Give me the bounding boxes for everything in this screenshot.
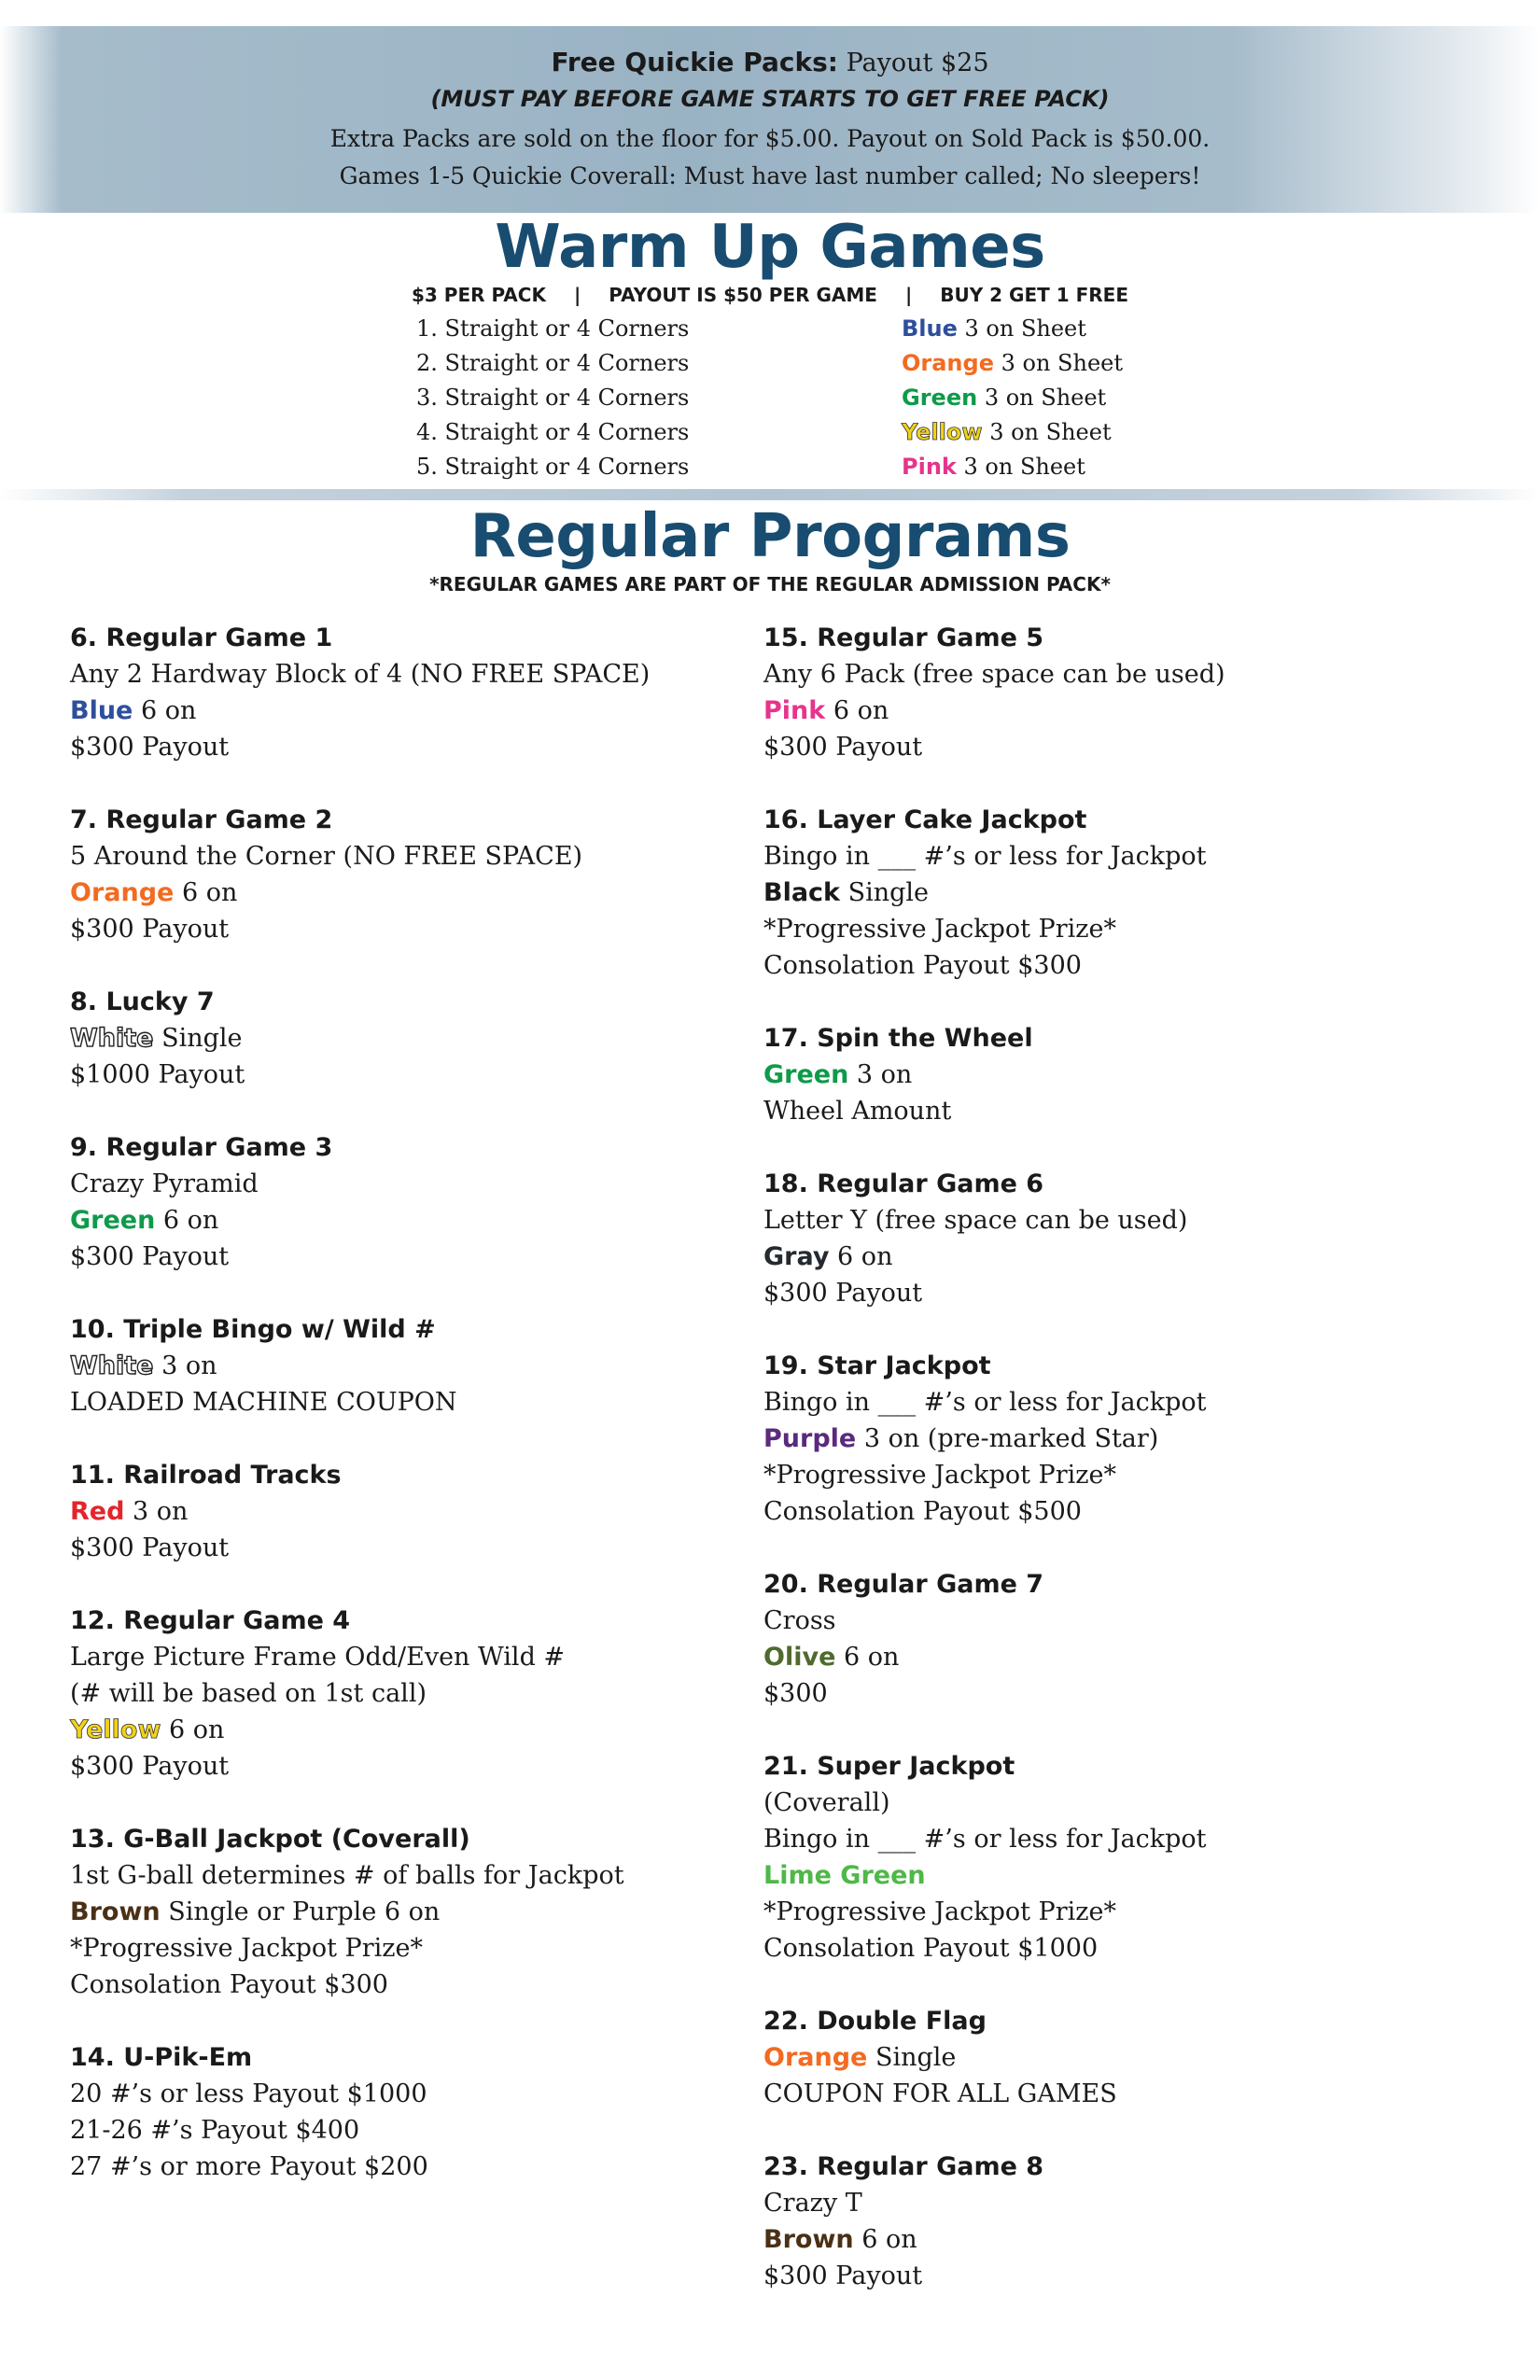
game-title: 21. Super Jackpot	[763, 1752, 1015, 1781]
quickie-extra-packs: Extra Packs are sold on the floor for $5.00. Payout on Sold Pack is $50.00.	[329, 125, 1211, 152]
game-line: Cross	[763, 1606, 836, 1635]
quickie-must-pay: (MUST PAY BEFORE GAME STARTS TO GET FREE PACK)	[430, 86, 1110, 112]
separator: |	[573, 284, 581, 306]
color-name: Olive	[763, 1643, 836, 1672]
color-name: Orange	[70, 878, 175, 907]
game-line: Pink 6 on	[763, 696, 889, 725]
separator: |	[904, 284, 913, 306]
quickie-banner	[0, 26, 1540, 213]
warmup-game-label: 1. Straight or 4 Corners	[416, 315, 690, 342]
color-name: Blue	[902, 315, 958, 342]
color-name: Red	[70, 1497, 125, 1526]
game-line: Purple 3 on (pre-marked Star)	[763, 1424, 1159, 1453]
warmup-price: $3 PER PACK	[411, 284, 546, 306]
regular-games-left-column	[70, 620, 742, 2221]
game-title: 8. Lucky 7	[70, 987, 215, 1016]
game-line: Crazy T	[763, 2189, 862, 2218]
quickie-payout: Payout $25	[846, 49, 989, 77]
game-line: $300 Payout	[70, 1752, 230, 1781]
game-entry	[763, 2003, 1435, 2112]
color-name: Green	[902, 385, 978, 411]
game-line: Brown 6 on	[763, 2225, 917, 2254]
warmup-game-list	[416, 312, 689, 484]
game-line	[763, 1857, 1435, 1894]
warmup-sheet-item: Yellow 3 on Sheet	[902, 419, 1112, 445]
game-line: Consolation Payout $300	[763, 951, 1082, 980]
game-line: Gray 6 on	[763, 1242, 893, 1271]
game-line: $300 Payout	[70, 733, 230, 762]
game-title: 7. Regular Game 2	[70, 805, 333, 834]
game-entry	[763, 2149, 1435, 2294]
game-title: 20. Regular Game 7	[763, 1570, 1044, 1599]
game-entry	[763, 1348, 1435, 1530]
game-line: Any 6 Pack (free space can be used)	[763, 660, 1225, 689]
game-line: Any 2 Hardway Block of 4 (NO FREE SPACE)	[70, 660, 651, 689]
game-line: COUPON FOR ALL GAMES	[763, 2079, 1117, 2108]
game-line: Wheel Amount	[763, 1097, 952, 1126]
game-line: Orange Single	[763, 2043, 957, 2072]
game-line: Letter Y (free space can be used)	[763, 1206, 1188, 1235]
game-line: Crazy Pyramid	[70, 1169, 259, 1198]
game-entry	[70, 1129, 742, 1275]
game-line: *Progressive Jackpot Prize*	[70, 1934, 423, 1963]
game-entry	[70, 1311, 742, 1421]
game-title: 22. Double Flag	[763, 2007, 987, 2036]
color-name: Lime Green	[763, 1861, 926, 1890]
game-line: 5 Around the Corner (NO FREE SPACE)	[70, 842, 583, 871]
game-title: 15. Regular Game 5	[763, 623, 1044, 652]
game-line: $300 Payout	[763, 1279, 923, 1308]
quickie-title-line	[0, 47, 1540, 77]
game-line: White Single	[70, 1024, 243, 1053]
color-name: Brown	[70, 1897, 161, 1926]
color-name: Yellow	[70, 1715, 161, 1744]
game-line: Brown Single or Purple 6 on	[70, 1897, 441, 1926]
game-entry	[70, 802, 742, 947]
quickie-coverall-rule: Games 1-5 Quickie Coverall: Must have last number called; No sleepers!	[339, 162, 1201, 189]
game-line: (# will be based on 1st call)	[70, 1679, 427, 1708]
color-name: Yellow	[902, 419, 983, 445]
game-line: *Progressive Jackpot Prize*	[763, 915, 1116, 944]
game-title: 19. Star Jackpot	[763, 1351, 991, 1380]
game-entry	[70, 620, 742, 765]
warmup-sheet-item: Orange 3 on Sheet	[902, 350, 1123, 376]
game-line: Olive 6 on	[763, 1643, 900, 1672]
game-title: 17. Spin the Wheel	[763, 1024, 1033, 1053]
game-line: Yellow 6 on	[70, 1715, 225, 1744]
warmup-sheet-item: Pink 3 on Sheet	[902, 454, 1085, 480]
game-line: *Progressive Jackpot Prize*	[763, 1897, 1116, 1926]
game-line: 1st G-ball determines # of balls for Jackpot	[70, 1861, 624, 1890]
section-divider	[0, 489, 1540, 500]
warmup-title: Warm Up Games	[495, 213, 1045, 282]
warmup-info-line	[0, 284, 1540, 306]
game-line: *Progressive Jackpot Prize*	[763, 1461, 1116, 1490]
game-line: $300 Payout	[763, 2261, 923, 2290]
game-line: Consolation Payout $500	[763, 1497, 1082, 1526]
warmup-game-label: 2. Straight or 4 Corners	[416, 350, 690, 376]
game-line: Black Single	[763, 878, 930, 907]
game-line: $300	[763, 1679, 828, 1708]
game-title: 23. Regular Game 8	[763, 2152, 1044, 2181]
game-line: Large Picture Frame Odd/Even Wild #	[70, 1643, 566, 1672]
game-line: Consolation Payout $1000	[763, 1934, 1099, 1963]
color-name: White	[70, 1024, 154, 1053]
game-entry	[763, 1166, 1435, 1311]
game-entry	[763, 1748, 1435, 1967]
warmup-sheet-item: Blue 3 on Sheet	[902, 315, 1086, 342]
color-name: Purple	[763, 1424, 857, 1453]
color-name: White	[70, 1351, 154, 1380]
game-line: (Coverall)	[763, 1788, 890, 1817]
regular-games-right-column	[763, 620, 1435, 2331]
game-line: $300 Payout	[70, 915, 230, 944]
game-entry	[70, 984, 742, 1093]
game-line: Red 3 on	[70, 1497, 189, 1526]
color-name: Pink	[763, 696, 826, 725]
game-line: $1000 Payout	[70, 1060, 245, 1089]
game-title: 11. Railroad Tracks	[70, 1461, 342, 1490]
warmup-sheet-item: Green 3 on Sheet	[902, 385, 1107, 411]
game-entry	[70, 1457, 742, 1566]
game-line: Green 6 on	[70, 1206, 219, 1235]
color-name: Orange	[902, 350, 994, 376]
color-name: Orange	[763, 2043, 868, 2072]
game-line: Bingo in ___ #’s or less for Jackpot	[763, 1388, 1207, 1417]
game-line: $300 Payout	[763, 733, 923, 762]
game-title: 6. Regular Game 1	[70, 623, 333, 652]
game-line: 21-26 #’s Payout $400	[70, 2116, 360, 2145]
game-title: 13. G-Ball Jackpot (Coverall)	[70, 1825, 470, 1854]
color-name: Green	[763, 1060, 849, 1089]
warmup-payout: PAYOUT IS $50 PER GAME	[609, 284, 877, 306]
color-name: Green	[70, 1206, 156, 1235]
game-line: LOADED MACHINE COUPON	[70, 1388, 457, 1417]
warmup-sheet-list	[902, 312, 1123, 484]
game-line: 27 #’s or more Payout $200	[70, 2152, 428, 2181]
game-entry	[763, 620, 1435, 765]
game-title: 9. Regular Game 3	[70, 1133, 333, 1162]
game-line: $300 Payout	[70, 1242, 230, 1271]
game-line: Bingo in ___ #’s or less for Jackpot	[763, 1825, 1207, 1854]
regular-note: *REGULAR GAMES ARE PART OF THE REGULAR ADMISSION PACK*	[429, 573, 1111, 595]
game-title: 18. Regular Game 6	[763, 1169, 1044, 1198]
game-entry	[763, 1566, 1435, 1712]
warmup-game-label: 4. Straight or 4 Corners	[416, 419, 690, 445]
color-name: Gray	[763, 1242, 830, 1271]
color-name: Black	[763, 878, 841, 907]
game-title: 16. Layer Cake Jackpot	[763, 805, 1087, 834]
game-entry	[70, 1603, 742, 1785]
color-name: Blue	[70, 696, 133, 725]
game-line: Orange 6 on	[70, 878, 238, 907]
color-name: Pink	[902, 454, 957, 480]
game-line: Green 3 on	[763, 1060, 913, 1089]
game-title: 12. Regular Game 4	[70, 1606, 351, 1635]
game-line: $300 Payout	[70, 1533, 230, 1562]
game-title: 14. U-Pik-Em	[70, 2043, 253, 2072]
warmup-game-label: 5. Straight or 4 Corners	[416, 454, 690, 480]
game-line: 20 #’s or less Payout $1000	[70, 2079, 427, 2108]
game-entry	[70, 1821, 742, 2003]
color-name: Brown	[763, 2225, 854, 2254]
quickie-title: Free Quickie Packs:	[551, 47, 838, 77]
warmup-promo: BUY 2 GET 1 FREE	[940, 284, 1129, 306]
warmup-game-label: 3. Straight or 4 Corners	[416, 385, 690, 411]
game-entry	[763, 1020, 1435, 1129]
game-line: White 3 on	[70, 1351, 217, 1380]
game-line: Consolation Payout $300	[70, 1970, 388, 1999]
game-line: Blue 6 on	[70, 696, 197, 725]
game-title: 10. Triple Bingo w/ Wild #	[70, 1315, 436, 1344]
regular-title: Regular Programs	[469, 502, 1071, 571]
game-entry	[763, 802, 1435, 984]
game-line: Bingo in ___ #’s or less for Jackpot	[763, 842, 1207, 871]
game-entry	[70, 2039, 742, 2185]
